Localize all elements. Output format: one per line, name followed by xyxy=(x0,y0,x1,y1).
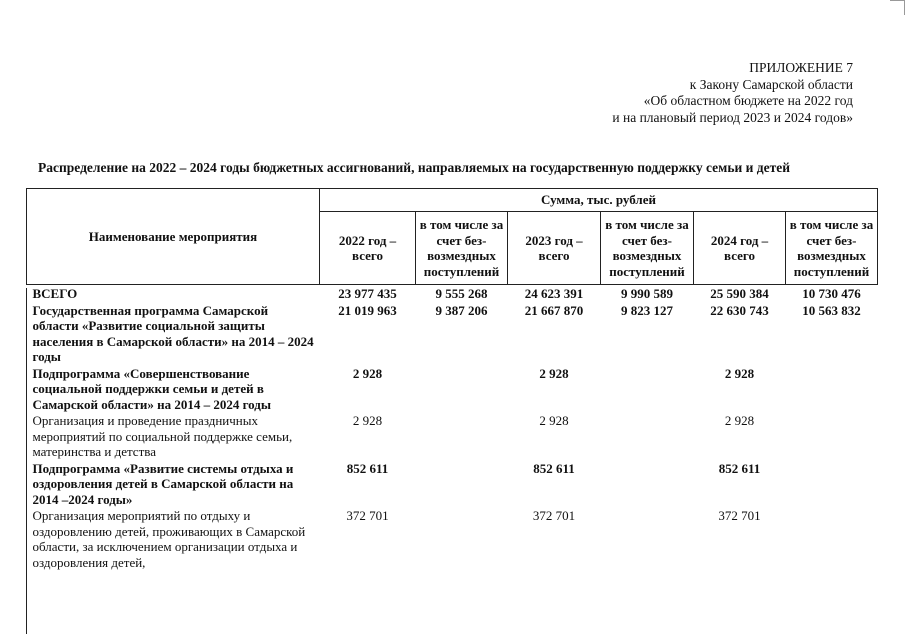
scan-corner-mark xyxy=(890,0,905,15)
cell-value: 21 667 870 xyxy=(524,302,584,318)
cell-value xyxy=(601,461,694,509)
cell-value: 2 928 xyxy=(724,413,755,428)
appendix-header xyxy=(612,60,853,126)
cell-value: 852 611 xyxy=(533,460,575,476)
cell-value: 2 928 xyxy=(539,365,569,381)
table-row xyxy=(27,461,878,509)
row-name: Государственная программа Самарской области «Развитие социальной защиты населения в Самарской области» на 2014 – 2024 годы xyxy=(32,302,314,364)
cell-value: 2 928 xyxy=(539,413,569,428)
cell-value: 9 990 589 xyxy=(601,285,694,303)
table-row xyxy=(27,366,878,414)
cell-value xyxy=(786,413,878,461)
appendix-line: ПРИЛОЖЕНИЕ 7 xyxy=(749,60,853,75)
cell-value: 852 611 xyxy=(346,460,389,476)
cell-value: 25 590 384 xyxy=(694,285,786,303)
cell-value: 9 555 268 xyxy=(416,285,508,303)
row-name: Организация и проведение праздничных мероприятий по социальной поддержке семьи, материнства и детства xyxy=(32,413,293,459)
appendix-line: и на плановый период 2023 и 2024 годов» xyxy=(612,109,853,125)
document-title: Распределение на 2022 – 2024 годы бюджетных ассигнований, направляемых на государственную поддержку семьи и детей xyxy=(38,160,791,175)
column-header-2024-grants: в том числе за счет без-возмездных поступлений xyxy=(786,212,878,285)
table-row xyxy=(27,413,878,461)
column-header-name: Наименование мероприятия xyxy=(27,189,320,285)
cell-value xyxy=(416,366,508,414)
column-header-2022-grants: в том числе за счет без-возмездных поступлений xyxy=(416,212,508,285)
cell-value xyxy=(416,461,508,509)
appendix-line: «Об областном бюджете на 2022 год xyxy=(643,93,853,108)
cell-value: 852 611 xyxy=(718,460,761,476)
table-row xyxy=(27,285,878,303)
cell-value: 10 563 832 xyxy=(802,302,861,318)
table-row xyxy=(27,508,878,571)
cell-value: 2 928 xyxy=(352,365,383,381)
column-header-2023-grants: в том числе за счет без-возмездных поступлений xyxy=(601,212,694,285)
row-name: Подпрограмма «Развитие системы отдыха и оздоровления детей в Самарской области на 2014 –2024 годы» xyxy=(32,460,294,507)
cell-value xyxy=(416,508,508,571)
cell-value: 372 701 xyxy=(718,508,761,523)
column-header-2023-total: 2023 год – всего xyxy=(508,212,601,285)
cell-value xyxy=(786,508,878,571)
cell-value xyxy=(601,508,694,571)
column-header-sum: Сумма, тыс. рублей xyxy=(320,189,878,212)
table-row xyxy=(27,303,878,366)
cell-value: 24 623 391 xyxy=(508,285,601,303)
cell-value xyxy=(416,413,508,461)
column-header-2024-total: 2024 год – всего xyxy=(694,212,786,285)
cell-value: 2 928 xyxy=(724,365,755,381)
cell-value xyxy=(786,461,878,509)
cell-value: 23 977 435 xyxy=(320,285,416,303)
row-name: Организация мероприятий по отдыху и оздоровлению детей, проживающих в Самарской области, за исключением организации отдыха и оздоровления детей, xyxy=(32,508,306,570)
cell-value: 22 630 743 xyxy=(710,302,769,318)
cell-value xyxy=(601,413,694,461)
cell-value: 372 701 xyxy=(346,508,389,523)
budget-table xyxy=(26,188,878,571)
cell-value: 21 019 963 xyxy=(338,302,397,318)
row-name: ВСЕГО xyxy=(27,285,320,303)
cell-value: 372 701 xyxy=(532,508,576,523)
cell-value: 10 730 476 xyxy=(786,285,878,303)
row-name: Подпрограмма «Совершенствование социальной поддержки семьи и детей в Самарской области» на 2014 – 2024 годы xyxy=(32,365,272,412)
appendix-line: к Закону Самарской области xyxy=(689,76,853,92)
cell-value: 9 823 127 xyxy=(621,302,673,318)
cell-value xyxy=(601,366,694,414)
cell-value: 2 928 xyxy=(352,413,383,428)
cell-value xyxy=(786,366,878,414)
cell-value: 9 387 206 xyxy=(435,302,488,318)
column-header-2022-total: 2022 год – всего xyxy=(320,212,416,285)
